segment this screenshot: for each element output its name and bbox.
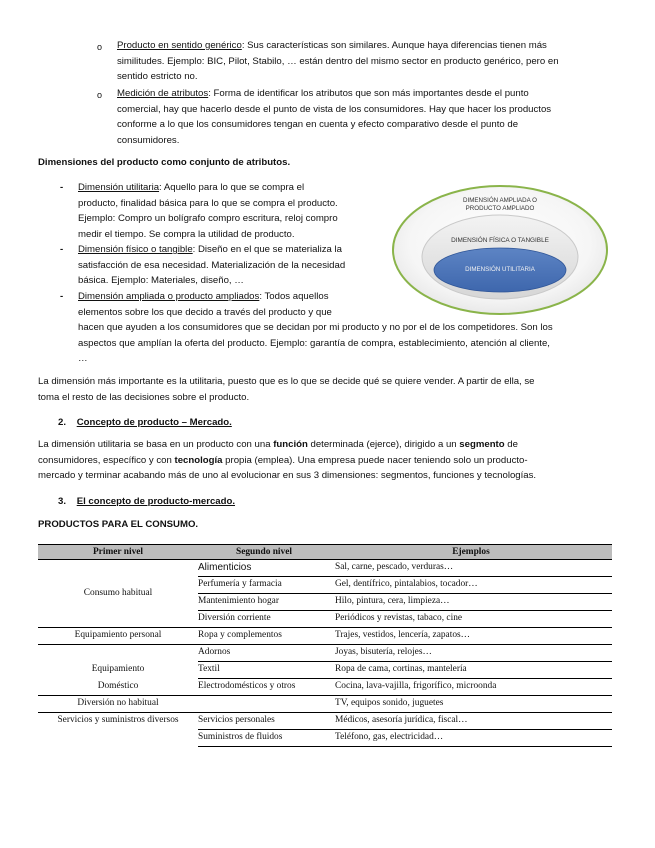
first-level-cell: Diversión no habitual — [38, 696, 198, 713]
dim-item-fisica: Dimensión físico o tangible: Diseño en el que se materializa la satisfacción de esa necesidad. Materialización de la necesidad básica. Ejemplo: Materiales, diseño, … — [78, 244, 346, 286]
examples-cell: Sal, carne, pescado, verduras… — [330, 560, 612, 577]
header-cell: Ejemplos — [330, 545, 612, 560]
label-ampliada: DIMENSIÓN AMPLIADA O PRODUCTO AMPLIADO — [463, 197, 537, 212]
dim-item-utilitaria: Dimensión utilitaria: Aquello para lo que se compra el producto, finalidad básica para lo que se compra el producto. Ejemplo: Compro un bolígrafo compro escritura, reloj compro medir el tiempo. Se compra la utilidad de producto. — [78, 182, 338, 240]
second-level-cell: Servicios personales — [198, 713, 330, 730]
list-item-atributos: Medición de atributos: Forma de identificar los atributos que son más importantes desde el punto comercial, hay que hacerlo desde el punto de vista de los consumidores. Hay que hacer los productos conforme a lo que los consumidores tengan en cuenta y efecto comparativo desde el punto de consumidores. — [117, 88, 552, 146]
table-row — [38, 560, 612, 577]
section-heading: Dimensiones del producto como conjunto de atributos. — [38, 157, 291, 168]
second-level-cell — [198, 696, 330, 713]
examples-cell: Hilo, pintura, cera, limpieza… — [330, 594, 612, 611]
first-level-cell: Consumo habitual — [83, 587, 153, 598]
section-2-paragraph: La dimensión utilitaria se basa en un producto con una función determinada (ejerce), dirigido a un segmento de consumidores, específico y con tecnología propia (emplea). Una empresa puede nacer teniendo solo un producto- mercado y terminar acabando más de uno al evolucionar en sus 3 dimensiones: segmentos, funciones y tecnologías. — [38, 439, 537, 481]
section-3-heading: 3. El concepto de producto-mercado. — [58, 496, 236, 507]
label-utilitaria: DIMENSIÓN UTILITARIA — [465, 266, 535, 273]
second-level-cell: Adornos — [198, 645, 330, 662]
second-level-cell: Suministros de fluidos — [198, 730, 330, 747]
examples-cell: Gel, dentífrico, pintalabios, tocador… — [330, 577, 612, 594]
section-2-heading: 2. Concepto de producto – Mercado. — [58, 417, 232, 428]
dash-marker: - — [60, 291, 64, 302]
label-fisica: DIMENSIÓN FÍSICA O TANGIBLE — [451, 237, 549, 244]
table-row — [38, 628, 612, 645]
second-level-cell: Ropa y complementos — [198, 628, 330, 645]
second-level-cell: Textil — [198, 662, 330, 679]
first-level-cell: Equipamiento personal — [38, 628, 198, 645]
second-level-cell: Mantenimiento hogar — [198, 594, 330, 611]
second-level-cell: Perfumería y farmacia — [198, 577, 330, 594]
second-level-cell: Electrodomésticos y otros — [198, 679, 330, 696]
consumo-heading: PRODUCTOS PARA EL CONSUMO. — [38, 519, 199, 530]
header-cell: Primer nivel — [38, 545, 198, 560]
examples-cell: Ropa de cama, cortinas, mantelería — [330, 662, 612, 679]
table-header-row — [38, 545, 612, 560]
term: Producto en sentido genérico — [117, 40, 242, 51]
dim-item-ampliada: Dimensión ampliada o producto ampliados: Todos aquellos elementos sobre los que decido a través del producto y que hacen que ayuden a los consumidores que se decidan por mi producto y no por el de los competidores. Son los aspectos que amplían la oferta del producto. Ejemplo: garantía de compra, establecimiento, atención al cliente, … — [78, 291, 553, 364]
dash-marker: - — [60, 244, 64, 255]
examples-cell: TV, equipos sonido, juguetes — [330, 696, 612, 713]
examples-cell: Trajes, vestidos, lencería, zapatos… — [330, 628, 612, 645]
second-level-cell: Alimenticios — [198, 560, 330, 577]
table-row — [38, 730, 612, 747]
table-row — [38, 696, 612, 713]
term: Medición de atributos — [117, 88, 209, 99]
examples-cell: Médicos, asesoría jurídica, fiscal… — [330, 713, 612, 730]
examples-cell: Teléfono, gas, electricidad… — [330, 730, 612, 747]
table-row — [38, 679, 612, 696]
table-row — [38, 662, 612, 679]
bullet-marker: o — [97, 90, 103, 100]
examples-cell: Periódicos y revistas, tabaco, cine — [330, 611, 612, 628]
second-level-cell: Diversión corriente — [198, 611, 330, 628]
table-row — [38, 713, 612, 730]
examples-cell: Cocina, lava-vajilla, frigorífico, microonda — [330, 679, 612, 696]
section-title: El concepto de producto-mercado. — [76, 496, 236, 507]
dimension-conclusion: La dimensión más importante es la utilitaria, puesto que es lo que se decide qué se quiere vender. A partir de ella, se toma el resto de las decisiones sobre el producto. — [38, 376, 535, 403]
header-cell: Segundo nivel — [198, 545, 330, 560]
first-level-cell: Equipamiento — [91, 664, 145, 674]
section-title: Concepto de producto – Mercado. — [76, 417, 232, 428]
bullet-marker: o — [97, 42, 103, 52]
dimensions-diagram — [390, 183, 610, 318]
dash-marker: - — [60, 182, 64, 193]
list-item-generic: Producto en sentido genérico: Sus características son similares. Aunque haya diferencias tienen más similitudes. Ejemplo: BIC, Pilot, Stabilo, … están dentro del mismo sector en producto genérico, pero en sentido estricto no. — [117, 40, 559, 82]
first-level-cell: Servicios y suministros diversos — [57, 715, 179, 726]
table-row — [38, 645, 612, 662]
products-table — [38, 544, 612, 747]
examples-cell: Joyas, bisutería, relojes… — [330, 645, 612, 662]
first-level-cell: Doméstico — [38, 679, 198, 696]
